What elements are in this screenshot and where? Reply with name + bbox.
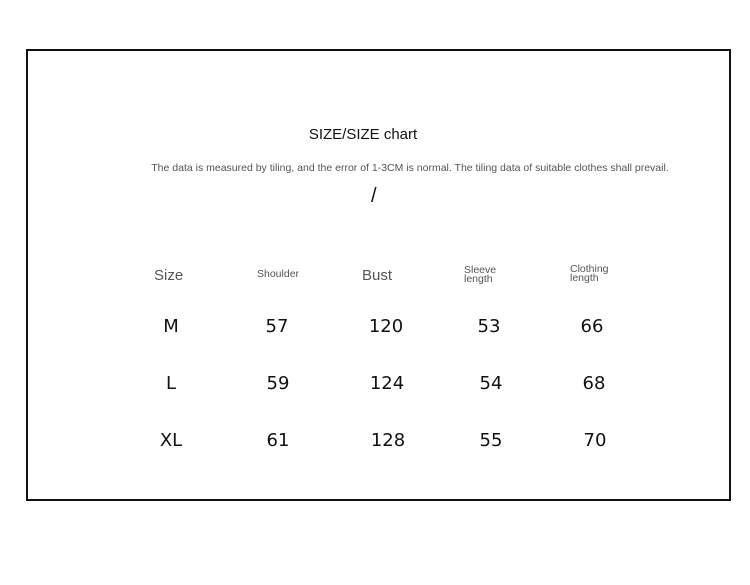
- table-cell-size: XL: [159, 430, 183, 451]
- header-clothing-line2: length: [570, 272, 599, 284]
- measurement-note: The data is measured by tiling, and the error of 1-3CM is normal. The tiling data of suitable clothes shall prevail.: [151, 162, 669, 174]
- table-cell-sleeve: 55: [479, 430, 503, 451]
- table-cell-size: L: [165, 373, 177, 394]
- table-cell-shoulder: 59: [266, 373, 290, 394]
- table-cell-size: M: [163, 316, 179, 337]
- separator-slash: /: [371, 185, 377, 207]
- header-bust: Bust: [362, 267, 393, 284]
- header-size: Size: [154, 267, 184, 284]
- chart-title: SIZE/SIZE chart: [308, 126, 418, 143]
- table-cell-clothing: 66: [580, 316, 604, 337]
- table-cell-sleeve: 54: [479, 373, 503, 394]
- table-cell-bust: 124: [369, 373, 405, 394]
- table-cell-shoulder: 61: [266, 430, 290, 451]
- table-cell-shoulder: 57: [265, 316, 289, 337]
- table-cell-bust: 128: [370, 430, 406, 451]
- header-sleeve-length: [464, 266, 496, 284]
- header-sleeve-line1: Sleeve: [464, 264, 497, 276]
- header-sleeve-line2: length: [464, 273, 493, 285]
- table-cell-bust: 120: [368, 316, 404, 337]
- header-clothing-line1: Clothing: [570, 263, 609, 275]
- header-shoulder: Shoulder: [257, 268, 300, 280]
- header-clothing-length: [570, 265, 609, 283]
- table-cell-sleeve: 53: [477, 316, 501, 337]
- table-cell-clothing: 68: [582, 373, 606, 394]
- table-cell-clothing: 70: [583, 430, 607, 451]
